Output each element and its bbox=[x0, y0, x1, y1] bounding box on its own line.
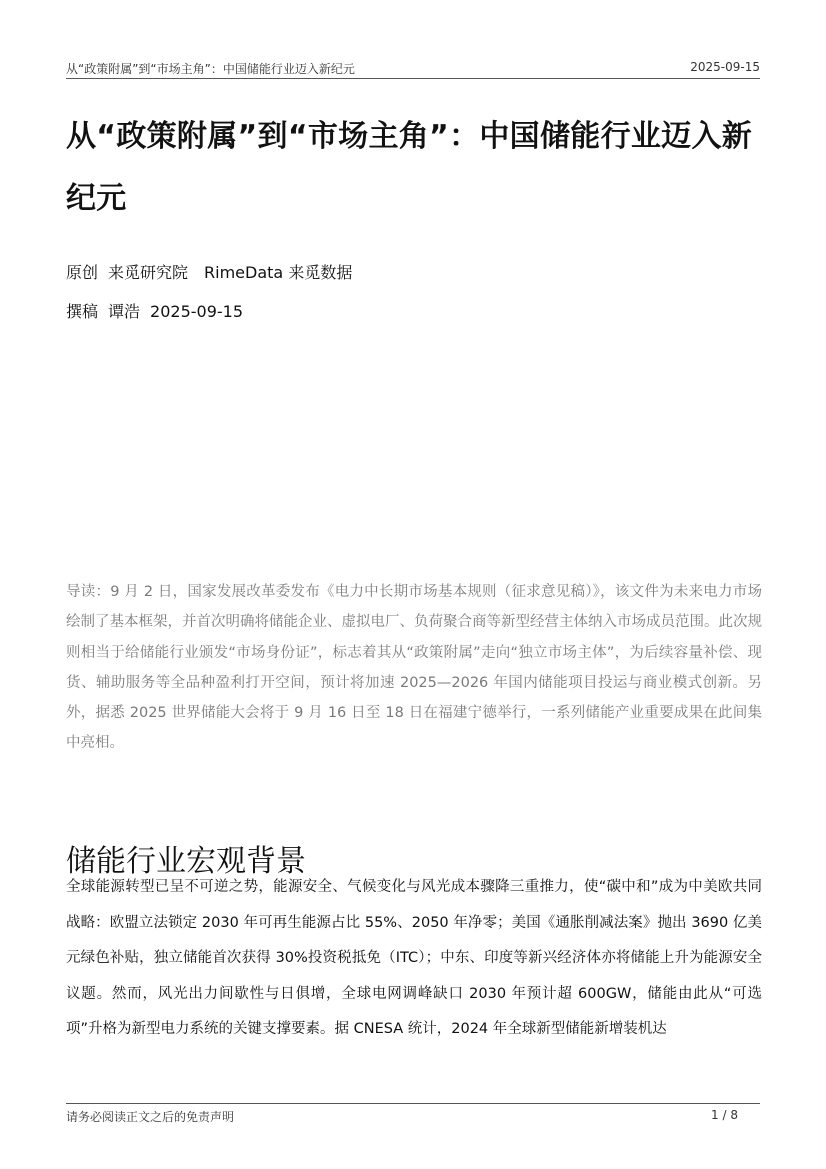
section-paragraph: 全球能源转型已呈不可逆之势，能源安全、气候变化与风光成本骤降三重推力，使“碳中和”成为中美欧共同战略：欧盟立法锁定 2030 年可再生能源占比 55%、2050 年净零；美国《通胀削减法案》抛出 3690 亿美元绿色补贴，独立储能首次获得 30%投资税抵免（ITC）；中东、印度等新兴经济体亦将储能上升为能源安全议题。然而，风光出力间歇性与日俱增，全球电网调峰缺口 2030 年预计超 600GW，储能由此从“可选项”升格为新型电力系统的关键支撑要素。据 CNESA 统计，2024 年全球新型储能新增装机达 bbox=[66, 879, 762, 1038]
author-date: 2025-09-15 bbox=[150, 302, 244, 321]
byline-source: RimeData 来觅数据 bbox=[204, 263, 353, 282]
author-line bbox=[66, 299, 253, 322]
abstract: 导读：9 月 2 日，国家发展改革委发布《电力中长期市场基本规则（征求意见稿）》，该文件为未来电力市场绘制了基本框架，并首次明确将储能企业、虚拟电厂、负荷聚合商等新型经营主体纳入市场成员范围。此次规则相当于给储能行业颁发“市场身份证”，标志着其从“政策附属”走向“独立市场主体”，为后续容量补偿、现货、辅助服务等全品种盈利打开空间，预计将加速 2025—2026 年国内储能项目投运与商业模式创新。另外，据悉 2025 世界储能大会将于 9 月 16 日至 18 日在福建宁德举行，一系列储能产业重要成果在此间集中亮相。 bbox=[66, 584, 762, 752]
header-title: 从“政策附属”到“市场主角”：中国储能行业迈入新纪元 bbox=[66, 62, 355, 76]
section-heading: 储能行业宏观背景 bbox=[66, 844, 306, 879]
article-title: 从“政策附属”到“市场主角”：中国储能行业迈入新纪元 bbox=[66, 119, 753, 216]
byline bbox=[66, 260, 362, 283]
header-date: 2025-09-15 bbox=[690, 60, 760, 74]
byline-org: 来觅研究院 bbox=[108, 263, 189, 282]
page-number: 1 / 8 bbox=[711, 1108, 738, 1122]
author-name: 谭浩 bbox=[108, 302, 141, 321]
running-footer bbox=[66, 1103, 760, 1124]
running-header bbox=[66, 58, 760, 79]
footer-disclaimer: 请务必阅读正文之后的免责声明 bbox=[66, 1110, 235, 1124]
byline-label: 原创 bbox=[66, 263, 99, 282]
author-label: 撰稿 bbox=[66, 302, 99, 321]
